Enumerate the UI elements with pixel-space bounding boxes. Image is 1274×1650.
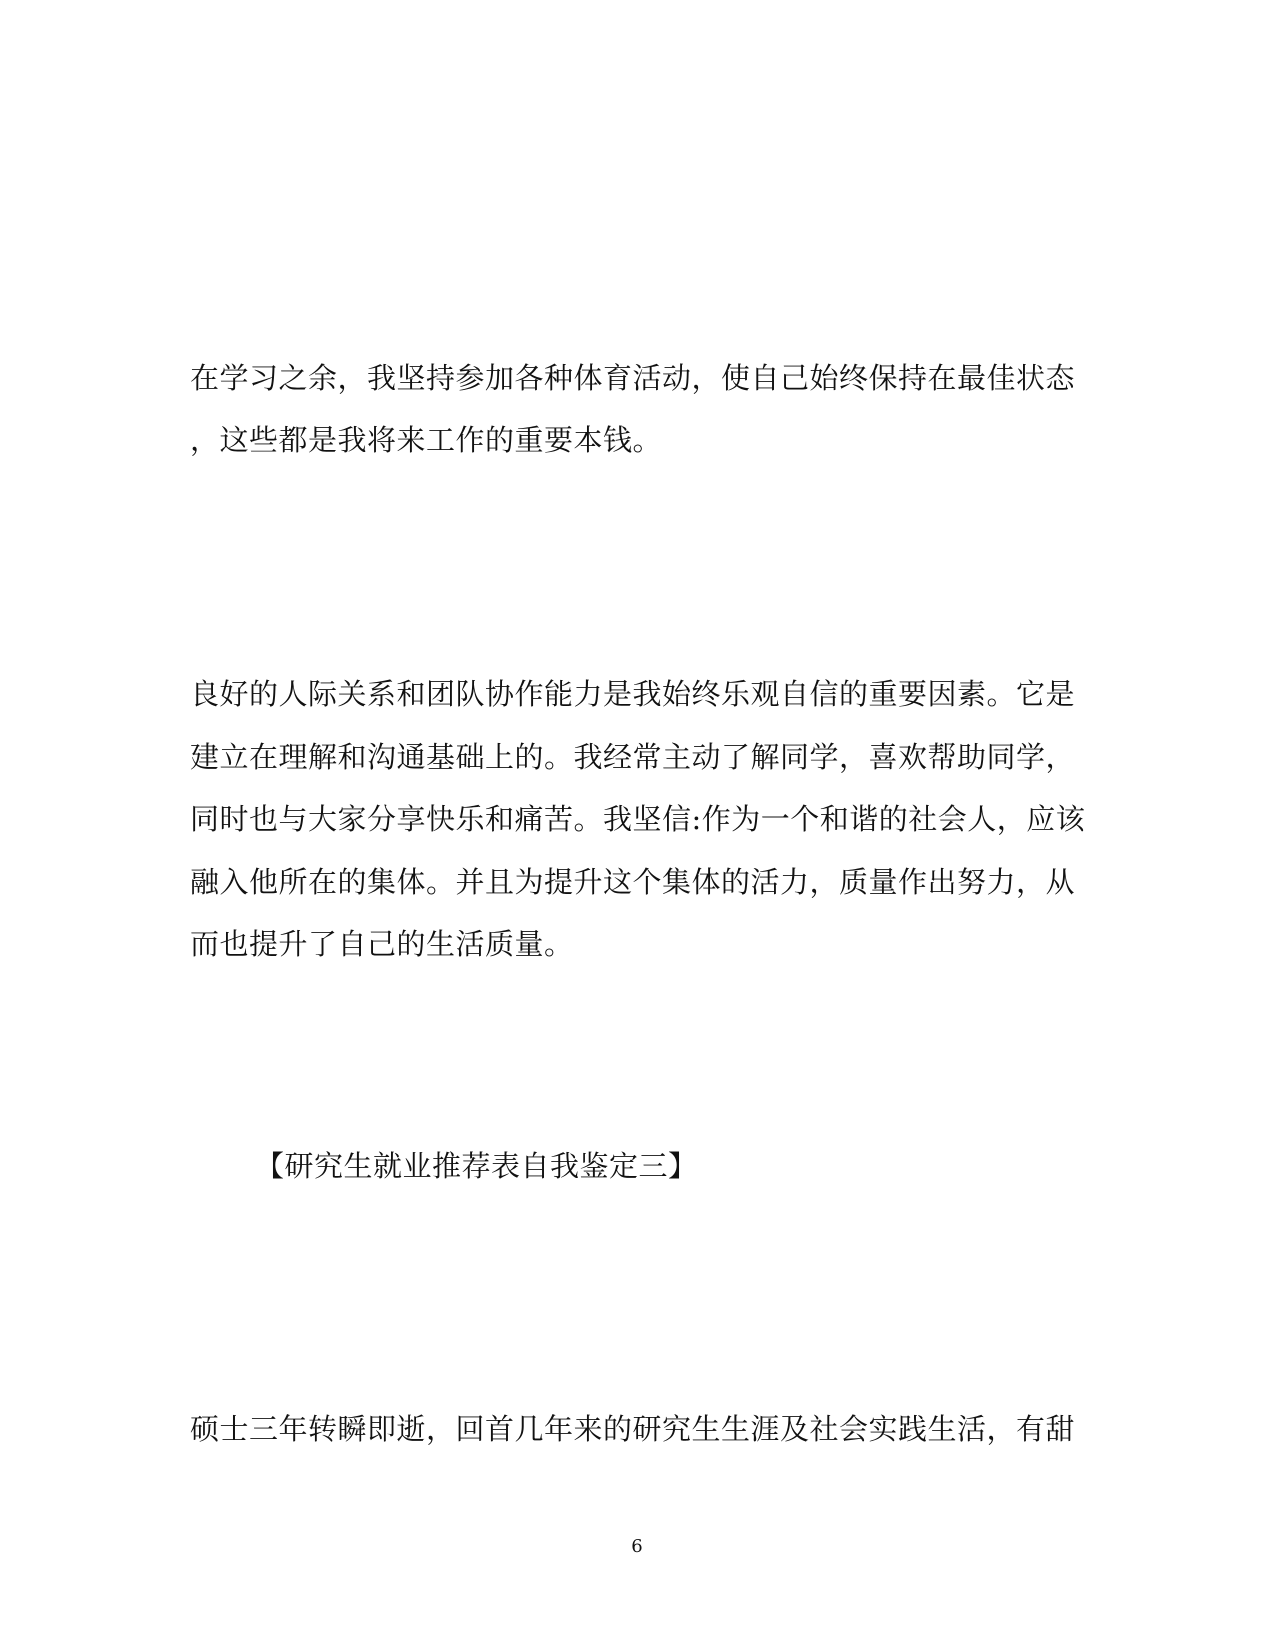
paragraph-1-line-1: 在学习之余，我坚持参加各种体育活动，使自己始终保持在最佳状态 (190, 361, 1076, 395)
paragraph-2-line-5: 而也提升了自己的生活质量。 (190, 927, 574, 961)
paragraph-2-line-1: 良好的人际关系和团队协作能力是我始终乐观自信的重要因素。它是 (190, 677, 1076, 711)
paragraph-2-line-3: 同时也与大家分享快乐和痛苦。我坚信:作为一个和谐的社会人，应该 (190, 802, 1086, 836)
paragraph-2-line-2: 建立在理解和沟通基础上的。我经常主动了解同学，喜欢帮助同学， (190, 740, 1076, 774)
paragraph-3-line-1: 硕士三年转瞬即逝，回首几年来的研究生生涯及社会实践生活，有甜 (190, 1412, 1076, 1446)
paragraph-2-line-4: 融入他所在的集体。并且为提升这个集体的活力，质量作出努力，从 (190, 865, 1076, 899)
page-number: 6 (631, 1536, 643, 1557)
section-heading: 【研究生就业推荐表自我鉴定三】 (255, 1149, 698, 1183)
paragraph-1-line-2: ，这些都是我将来工作的重要本钱。 (190, 423, 663, 457)
